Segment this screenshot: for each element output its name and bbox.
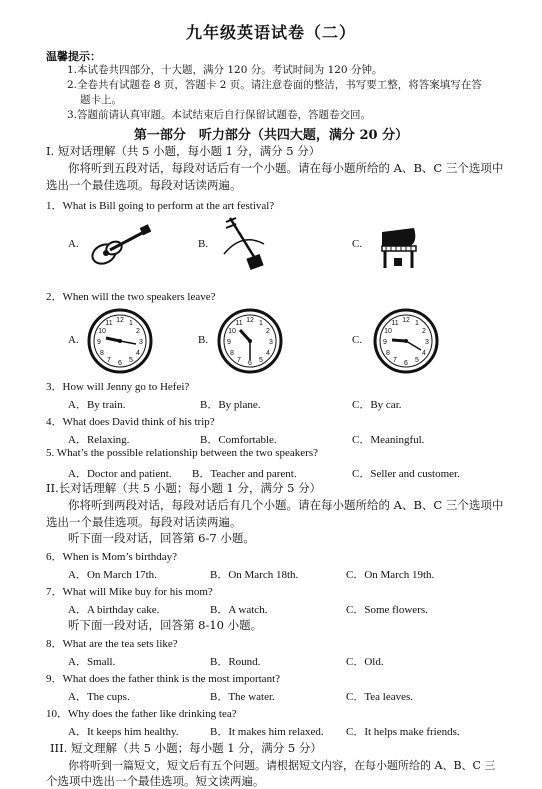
option-label: A. — [68, 238, 79, 250]
erhu-icon — [220, 214, 270, 272]
svg-text:6: 6 — [118, 360, 122, 367]
option-c: C．On March 19th. — [346, 569, 435, 581]
svg-text:12: 12 — [402, 317, 410, 324]
option-c: C．Meaningful. — [352, 434, 425, 446]
option-b: B．The water. — [210, 691, 275, 703]
svg-text:6: 6 — [404, 360, 408, 367]
section-heading: II.长对话理解（共 5 小题；每小题 1 分，满分 5 分） — [46, 481, 322, 495]
option-b: B．Round. — [210, 656, 261, 668]
svg-text:2: 2 — [422, 328, 426, 335]
question-9: 9．What does the father think is the most important? — [46, 673, 281, 685]
question-4: 4．What does David think of his trip? — [46, 416, 215, 428]
option-b: B．A watch. — [210, 604, 268, 616]
part-heading: 第一部分 听力部分（共四大题，满分 20 分） — [133, 128, 409, 143]
question-1: 1．What is Bill going to perform at the art festival? — [46, 200, 275, 212]
section-heading: III. 短文理解（共 5 小题；每小题 1 分，满分 5 分） — [50, 741, 322, 755]
svg-text:4: 4 — [422, 350, 426, 357]
option-label: C. — [352, 334, 363, 346]
option-c: C．Tea leaves. — [346, 691, 414, 703]
sub-instruction: 听下面一段对话，回答第 6-7 小题。 — [68, 531, 255, 545]
question-10: 10．Why does the father like drinking tea? — [46, 708, 237, 720]
svg-text:6: 6 — [248, 360, 252, 367]
question-8: 8．What are the tea sets like? — [46, 638, 178, 650]
option-c: C．Seller and customer. — [352, 468, 460, 480]
svg-text:11: 11 — [235, 320, 243, 327]
tip-line: 2.全卷共有试题卷 8 页，答题卡 2 页。请注意卷面的整洁，书写要工整，将答案填写在答 — [67, 79, 482, 91]
svg-text:2: 2 — [266, 328, 270, 335]
option-b: B．It makes him relaxed. — [210, 726, 324, 738]
option-a: A．Doctor and patient. — [68, 468, 172, 480]
svg-text:8: 8 — [100, 350, 104, 357]
question-5: 5. What’s the possible relationship between the two speakers? — [46, 447, 318, 459]
svg-text:4: 4 — [136, 350, 140, 357]
svg-text:11: 11 — [105, 320, 113, 327]
svg-text:2: 2 — [136, 328, 140, 335]
svg-text:7: 7 — [237, 357, 241, 364]
option-a: A．By train. — [68, 399, 126, 411]
svg-text:5: 5 — [129, 357, 133, 364]
svg-text:10: 10 — [228, 328, 236, 335]
svg-text:12: 12 — [116, 317, 124, 324]
svg-text:8: 8 — [386, 350, 390, 357]
svg-text:7: 7 — [107, 357, 111, 364]
svg-text:4: 4 — [266, 350, 270, 357]
svg-text:1: 1 — [415, 320, 419, 327]
option-b: B．Teacher and parent. — [192, 468, 297, 480]
option-a: A．Relaxing. — [68, 434, 130, 446]
section-instruction: 你将听到两段对话，每段对话后有几个小题。请在每小题所给的 A、B、C 三个选项中 — [68, 498, 504, 512]
svg-text:11: 11 — [391, 320, 399, 327]
question-2: 2．When will the two speakers leave? — [46, 291, 216, 303]
clock-icon — [372, 308, 440, 374]
option-a: A．Small. — [68, 656, 116, 668]
option-c: C．By car. — [352, 399, 402, 411]
option-c: C．Some flowers. — [346, 604, 428, 616]
svg-text:10: 10 — [98, 328, 106, 335]
section-instruction: 选出一个最佳选项。每段对话读两遍。 — [46, 178, 242, 192]
question-7: 7．What will Mike buy for his mom? — [46, 586, 213, 598]
option-a: A．A birthday cake. — [68, 604, 160, 616]
option-a: A．The cups. — [68, 691, 130, 703]
clock-icon — [216, 308, 284, 374]
svg-text:12: 12 — [246, 317, 254, 324]
option-b: B．On March 18th. — [210, 569, 299, 581]
tip-line: 1.本试卷共四部分，十大题，满分 120 分。考试时间为 120 分钟。 — [67, 64, 383, 76]
section-instruction: 个选项中选出一个最佳选项。短文读两遍。 — [46, 774, 265, 788]
tips-heading: 温馨提示： — [46, 50, 101, 63]
svg-text:3: 3 — [425, 339, 429, 346]
option-b: B．By plane. — [200, 399, 261, 411]
tip-line: 题卡上。 — [80, 94, 122, 106]
piano-icon — [378, 222, 420, 270]
clock-icon — [86, 308, 154, 374]
question-6: 6．When is Mom’s birthday? — [46, 551, 178, 563]
option-a: A．On March 17th. — [68, 569, 157, 581]
svg-text:9: 9 — [97, 339, 101, 346]
question-3: 3．How will Jenny go to Hefei? — [46, 381, 190, 393]
section-heading: I. 短对话理解（共 5 小题，每小题 1 分，满分 5 分） — [46, 144, 321, 158]
page-title: 九年级英语试卷（二） — [185, 23, 356, 42]
svg-text:5: 5 — [259, 357, 263, 364]
option-label: B. — [198, 238, 209, 250]
sub-instruction: 听下面一段对话，回答第 8-10 小题。 — [68, 618, 263, 632]
guitar-icon — [86, 224, 154, 268]
option-c: C．It helps make friends. — [346, 726, 460, 738]
svg-text:9: 9 — [227, 339, 231, 346]
option-label: B. — [198, 334, 209, 346]
svg-text:3: 3 — [269, 339, 273, 346]
option-a: A．It keeps him healthy. — [68, 726, 179, 738]
option-label: A. — [68, 334, 79, 346]
svg-text:10: 10 — [384, 328, 392, 335]
svg-text:1: 1 — [129, 320, 133, 327]
svg-text:8: 8 — [230, 350, 234, 357]
svg-text:5: 5 — [415, 357, 419, 364]
option-c: C．Old. — [346, 656, 384, 668]
section-instruction: 你将听到一篇短文，短文后有五个问题。请根据短文内容，在每小题所给的 A、B、C 三 — [68, 759, 496, 772]
svg-text:3: 3 — [139, 339, 143, 346]
svg-text:9: 9 — [383, 339, 387, 346]
option-b: B．Comfortable. — [200, 434, 277, 446]
section-instruction: 你将听到五段对话，每段对话后有一个小题。请在每小题所给的 A、B、C 三个选项中 — [68, 161, 504, 175]
section-instruction: 选出一个最佳选项。每段对话读两遍。 — [46, 515, 242, 529]
option-label: C. — [352, 238, 363, 250]
svg-text:7: 7 — [393, 357, 397, 364]
tip-line: 3.答题前请认真审题。本试结束后自行保留试题卷，答题卷交回。 — [67, 109, 372, 121]
svg-text:1: 1 — [259, 320, 263, 327]
